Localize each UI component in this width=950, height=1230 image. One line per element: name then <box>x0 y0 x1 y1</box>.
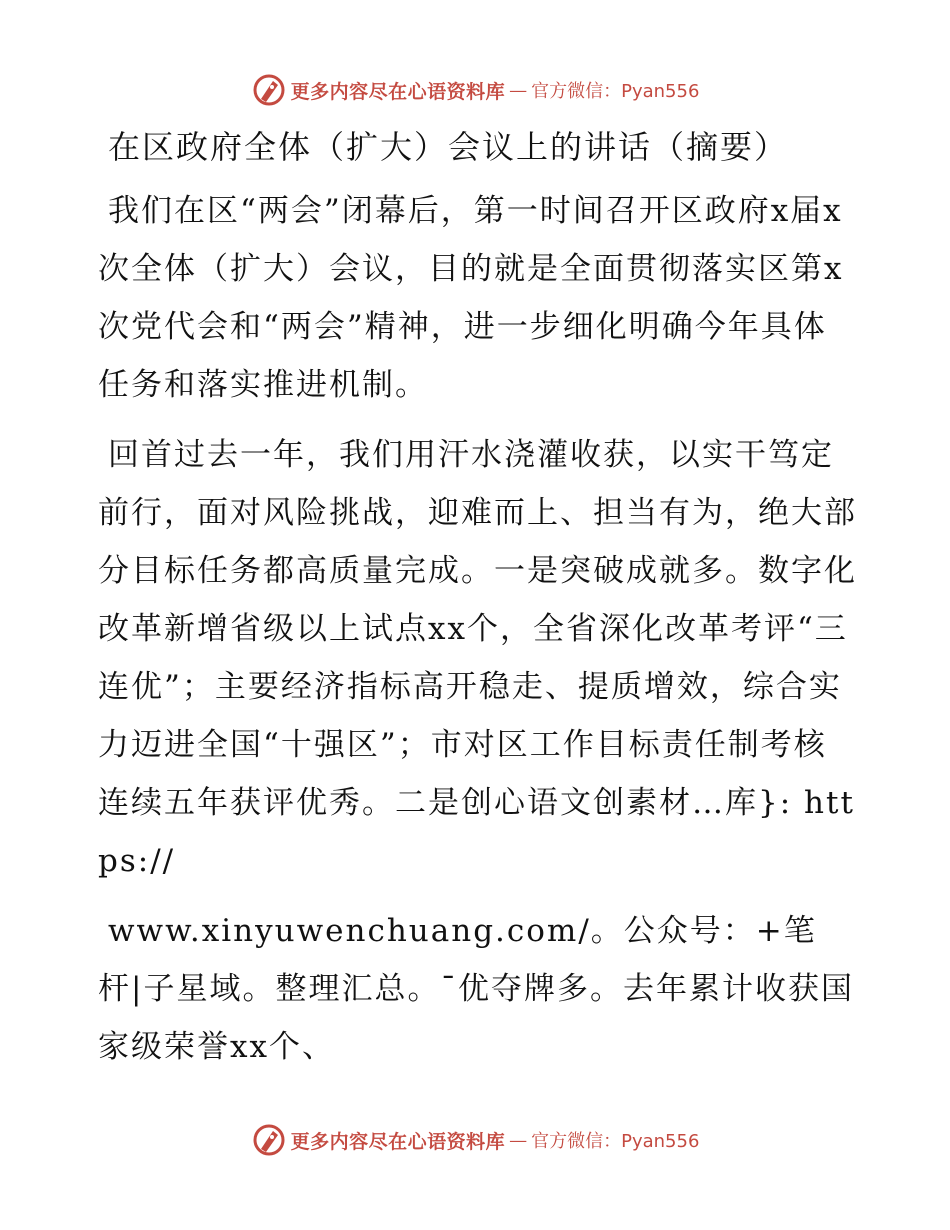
paragraph-3: www.xinyuwenchuang.com/。公众号：+笔杆|子星域。整理汇总。¯优夺牌多。去年累计收获国家级荣誉xx个、 <box>98 913 854 1065</box>
paragraph-1: 我们在区“两会”闭幕后，第一时间召开区政府x届x次全体（扩大）会议，目的就是全面贯彻落实区第x次党代会和“两会”精神，进一步细化明确今年具体任务和落实推进机制。 <box>98 193 844 403</box>
watermark-separator: — <box>509 1129 528 1151</box>
footer-watermark <box>0 1120 950 1160</box>
pen-nib-circle-icon <box>251 72 287 108</box>
document-title: 在区政府全体（扩大）会议上的讲话（摘要） <box>108 128 789 166</box>
watermark-wechat: 官方微信：Pyan556 <box>531 81 700 102</box>
watermark-text: 更多内容尽在心语资料库 <box>290 80 506 103</box>
paragraph-2: 回首过去一年，我们用汗水浇灌收获，以实干笃定前行，面对风险挑战，迎难而上、担当有为，绝大部分目标任务都高质量完成。一是突破成就多。数字化改革新增省级以上试点xx个，全省深化改革考评“三连优”；主要经济指标高开稳走、提质增效，综合实力迈进全国“十强区”；市对区工作目标责任制考核连续五年获评优秀。二是创心语文创素材…库}: https:// <box>98 437 857 879</box>
watermark-separator: — <box>509 79 528 101</box>
pen-nib-circle-icon <box>251 1122 287 1158</box>
watermark-text: 更多内容尽在心语资料库 <box>290 1130 506 1153</box>
document-body <box>98 118 858 1076</box>
header-watermark <box>0 70 950 110</box>
watermark-wechat: 官方微信：Pyan556 <box>531 1131 700 1152</box>
